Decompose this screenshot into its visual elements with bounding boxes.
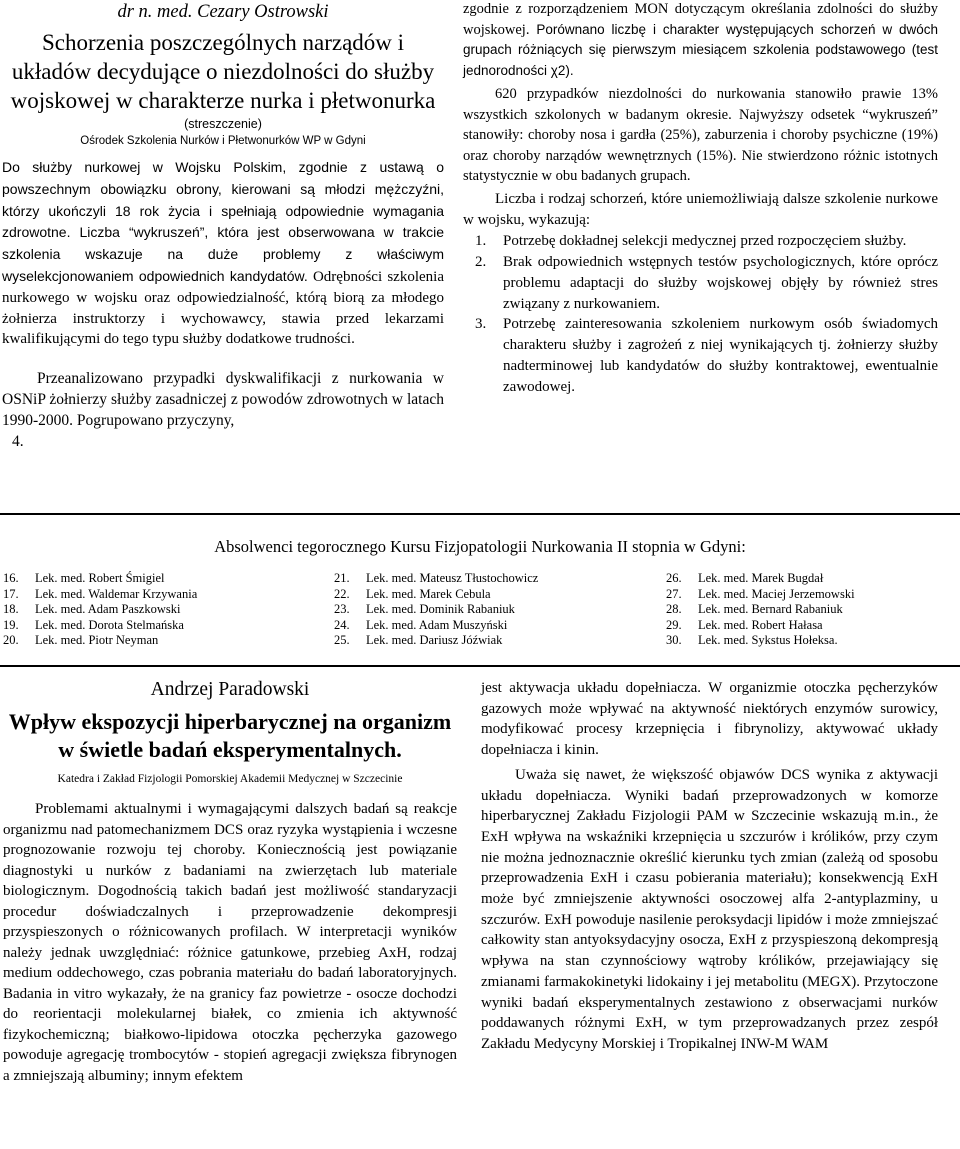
graduate-row xyxy=(3,633,197,649)
graduate-row xyxy=(334,618,538,634)
article1-conclusions-list xyxy=(463,231,938,397)
graduates-column-3 xyxy=(666,571,855,649)
article1-right-p2-b: Najwyższy odsetek “wykruszeń” stanowiły: choroby nosa i gardła (25%), zaburzenia i choroby psychiczne (19%) oraz choroby narządów wewnętrznych (15%). xyxy=(463,106,938,164)
article1-right-column xyxy=(463,0,938,398)
graduate-number: 19. xyxy=(3,617,19,632)
graduate-number: 29. xyxy=(666,617,682,632)
graduate-row xyxy=(666,602,855,618)
graduate-row xyxy=(666,587,855,603)
article1-title: Schorzenia poszczególnych narządów i układów decydujące o niezdolności do służby wojskowej w charakterze nurka i płetwonurka xyxy=(10,30,436,113)
section-divider-top xyxy=(0,513,960,515)
graduate-number: 22. xyxy=(334,586,350,601)
article1-right-p2-a: 620 przypadków niezdolności do nurkowania stanowiło prawie 13% wszystkich szkolonych w badanym okresie. xyxy=(463,86,938,123)
list-item-text: Potrzebę zainteresowania szkoleniem nurkowym osób świadomych charakteru służby i zagrożeń z niej wynikających tj. żołnierzy służby nadterminowej lub kandydatów do służby kontraktowej, ewentualnie zawodowej. xyxy=(503,316,938,395)
list-item xyxy=(475,231,938,252)
graduate-row xyxy=(3,602,197,618)
article1-paragraph-2 xyxy=(2,368,444,431)
list-item-number: 3. xyxy=(475,316,487,333)
graduate-row xyxy=(3,571,197,587)
article2-author: Andrzej Paradowski xyxy=(150,679,310,700)
graduate-name: Lek. med. Piotr Neyman xyxy=(35,633,159,648)
list-item-text: Brak odpowiednich wstępnych testów psychologicznych, które oprócz problemu adaptacji do służby wojskowej objęły by również stres związany z nurkowaniem. xyxy=(503,254,938,312)
graduate-number: 20. xyxy=(3,633,19,648)
article2-right-paragraph-2: Uważa się nawet, że większość objawów DCS wynika z aktywacji układu dopełniacza. Wyniki badań przeprowadzonych w komorze hiperbarycznej Zakładu Fizjologii PAM w Szczecinie wskazują m.in., że ExH wpływa na wskaźniki krzepnięcia u szczurów i królików, przy czym nie można jednoznacznie określić kierunku tych zmian (zależą od sposobu przeprowadzenia ExH i czasu pobierania materiału); konsekwencją ExH może być zmniejszenie aktywności osoczowej alfa 2-antyplazminy, u szczurów. ExH powoduje nasilenie peroksydacji lipidów i może zmniejszać całkowity stan antyoksydacyjny osocza, ExH z przyspieszoną dekompresją wpływa na stan czynnościowy wątroby królików, przejawiający się zmianami farmakokinetyki lidokainy i jej metabolitu (MEGX). Przytoczone wyniki badań eksperymentalnych zestawiono z obserwacjami nurków poddawanych różnymi ExH, w tym przeprowadzanych przez zespół Zakładu Medycyny Morskiej i Tropikalnej INW-M WAM xyxy=(481,766,938,1052)
graduate-name: Lek. med. Adam Paszkowski xyxy=(35,602,181,617)
graduate-row xyxy=(334,571,538,587)
article1-author: dr n. med. Cezary Ostrowski xyxy=(117,2,329,22)
list-item-number: 2. xyxy=(475,254,487,271)
graduate-name: Lek. med. Maciej Jerzemowski xyxy=(698,586,855,601)
graduate-name: Lek. med. Dorota Stelmańska xyxy=(35,617,184,632)
graduate-row xyxy=(3,587,197,603)
article1-para1-a: Do służby nurkowej w Wojsku Polskim, zgodnie z ustawą o powszechnym obowiązku obrony, kierowani są młodzi mężczyźni, którzy ukończyli 18 rok życia i spełniają odpowiednie wymagania zdrowotne. xyxy=(2,159,444,241)
graduate-row xyxy=(666,633,855,649)
article2-affiliation: Katedra i Zakład Fizjologii Pomorskiej Akademii Medycznej w Szczecinie xyxy=(57,773,403,785)
graduate-name: Lek. med. Bernard Rabaniuk xyxy=(698,602,843,617)
graduates-column-2 xyxy=(334,571,538,649)
graduate-row xyxy=(3,618,197,634)
graduate-name: Lek. med. Dominik Rabaniuk xyxy=(366,602,515,617)
article1-subtitle: (streszczenie) xyxy=(184,117,262,131)
article1-affiliation: Ośrodek Szkolenia Nurków i Płetwonurków WP w Gdyni xyxy=(80,135,366,147)
graduate-number: 30. xyxy=(666,633,682,648)
graduate-number: 18. xyxy=(3,602,19,617)
graduate-number: 27. xyxy=(666,586,682,601)
graduate-row xyxy=(334,633,538,649)
graduate-name: Lek. med. Marek Bugdał xyxy=(698,571,824,585)
graduate-number: 16. xyxy=(3,571,19,585)
graduate-name: Lek. med. Marek Cebula xyxy=(366,586,491,601)
article2-left-column xyxy=(3,678,457,1086)
article1-para1-c: Odrębności szkolenia nurkowego w wojsku oraz odpowiedzialność, którą biorą za młodego żołnierza instruktorzy i wychowawcy, stawia przed lekarzami kwalifikującymi do tego typu służby dodatkowe trudności. xyxy=(2,268,444,348)
graduates-column-1 xyxy=(3,571,197,649)
section-divider-bottom xyxy=(0,665,960,667)
graduate-name: Lek. med. Robert Śmigiel xyxy=(35,571,165,585)
article2-right-paragraph-1: jest aktywacja układu dopełniacza. W organizmie otoczka pęcherzyków gazowych może wpływać na aktywność niektórych enzymów surowicy, modyfikować procesy krzepnięcia i fibrynolizy, aktywować układy dopełniacza i kinin. xyxy=(481,680,938,759)
article2-left-paragraph: Problemami aktualnymi i wymagającymi dalszych badań są reakcje organizmu nad patomechanizmem DCS oraz ryzyka wystąpienia i wczesne prognozowanie rozwoju tej choroby. Koniecznością jest powiązanie diagnostyki u nurków z badaniami na zwierzętach lub materiale biologicznym. Dogodnością takich badań jest możliwość standaryzacji procedur doświadczalnych i przeprowadzenie dekompresji przyspieszonych o różnicowanych profilach. W interpretacji wyników należy jednak uwzględniać: różnice gatunkowe, przebieg AxH, rodzaj medium oddechowego, czas pobrania materiału do badań laboratoryjnych. Badania in vitro wykazały, że na granicy faz powietrze - osocze dochodzi do reorientacji molekularnej białek, co zmienia ich aktywność fizykochemiczną; białkowo-lipidowa otoczka pęcherzyka gazowego powoduje agregację trombocytów - stopień agregacji zwiększa fibrynogen a zmniejszają albuminy; innym efektem xyxy=(3,801,457,1084)
article1-para2-number: 4. xyxy=(12,433,24,451)
article1-right-paragraph-3: Liczba i rodzaj schorzeń, które uniemożliwiają dalsze szkolenie nurkowe w wojsku, wykazują: xyxy=(463,191,938,228)
list-item-text: Potrzebę dokładnej selekcji medycznej przed rozpoczęciem służby. xyxy=(503,233,907,250)
article1-right-top-a: zgodnie z rozporządzeniem MON dotyczącym określania zdolności do służby wojskowej. xyxy=(463,1,938,38)
article1-right-top-b: Porównano liczbę i charakter występujących schorzeń w dwóch grupach różniących się pierwszym miesiącem szkolenia podstawowego (test jednorodności χ2). xyxy=(463,21,938,78)
article2-title: Wpływ ekspozycji hiperbarycznej na organizm w świetle badań eksperymentalnych. xyxy=(8,709,452,762)
graduate-name: Lek. med. Mateusz Tłustochowicz xyxy=(366,571,539,585)
graduate-number: 25. xyxy=(334,633,350,648)
graduate-name: Lek. med. Sykstus Hołeksa. xyxy=(698,633,838,648)
graduate-number: 23. xyxy=(334,602,350,617)
graduate-number: 21. xyxy=(334,571,350,585)
graduate-row xyxy=(334,587,538,603)
graduate-number: 28. xyxy=(666,602,682,617)
article1-right-p2-c: Nie stwierdzono różnic istotnych statystycznie w obu badanych grupach. xyxy=(463,147,938,184)
list-item xyxy=(475,314,938,397)
graduate-name: Lek. med. Dariusz Jóźwiak xyxy=(366,633,503,648)
list-item xyxy=(475,252,938,314)
article1-right-paragraph-1 xyxy=(463,0,938,81)
graduate-number: 26. xyxy=(666,571,682,585)
graduate-name: Lek. med. Waldemar Krzywania xyxy=(35,586,198,601)
article2-right-column xyxy=(481,678,938,1055)
article1-left-column xyxy=(2,0,444,452)
graduate-row xyxy=(666,571,855,587)
article1-paragraph-1 xyxy=(2,157,444,350)
graduate-name: Lek. med. Adam Muszyński xyxy=(366,617,508,632)
list-item-number: 1. xyxy=(475,233,487,250)
graduate-row xyxy=(334,602,538,618)
article1-para1-b: Liczba “wykruszeń”, która jest obserwowana w trakcie szkolenia wskazuje na duże problemy z właściwym wyselekcjonowaniem odpowiednich kandydatów. xyxy=(2,224,444,284)
graduates-heading: Absolwenci tegorocznego Kursu Fizjopatologii Nurkowania II stopnia w Gdyni: xyxy=(214,537,746,556)
article1-para2-text: Przeanalizowano przypadki dyskwalifikacji z nurkowania w OSNiP żołnierzy służby zasadniczej z powodów zdrowotnych w latach 1990-2000. Pogrupowano przyczyny, xyxy=(2,370,444,430)
graduate-row xyxy=(666,618,855,634)
graduate-name: Lek. med. Robert Hałasa xyxy=(698,617,823,632)
graduate-number: 24. xyxy=(334,617,350,632)
graduate-number: 17. xyxy=(3,586,19,601)
article1-right-paragraph-2 xyxy=(463,84,938,186)
